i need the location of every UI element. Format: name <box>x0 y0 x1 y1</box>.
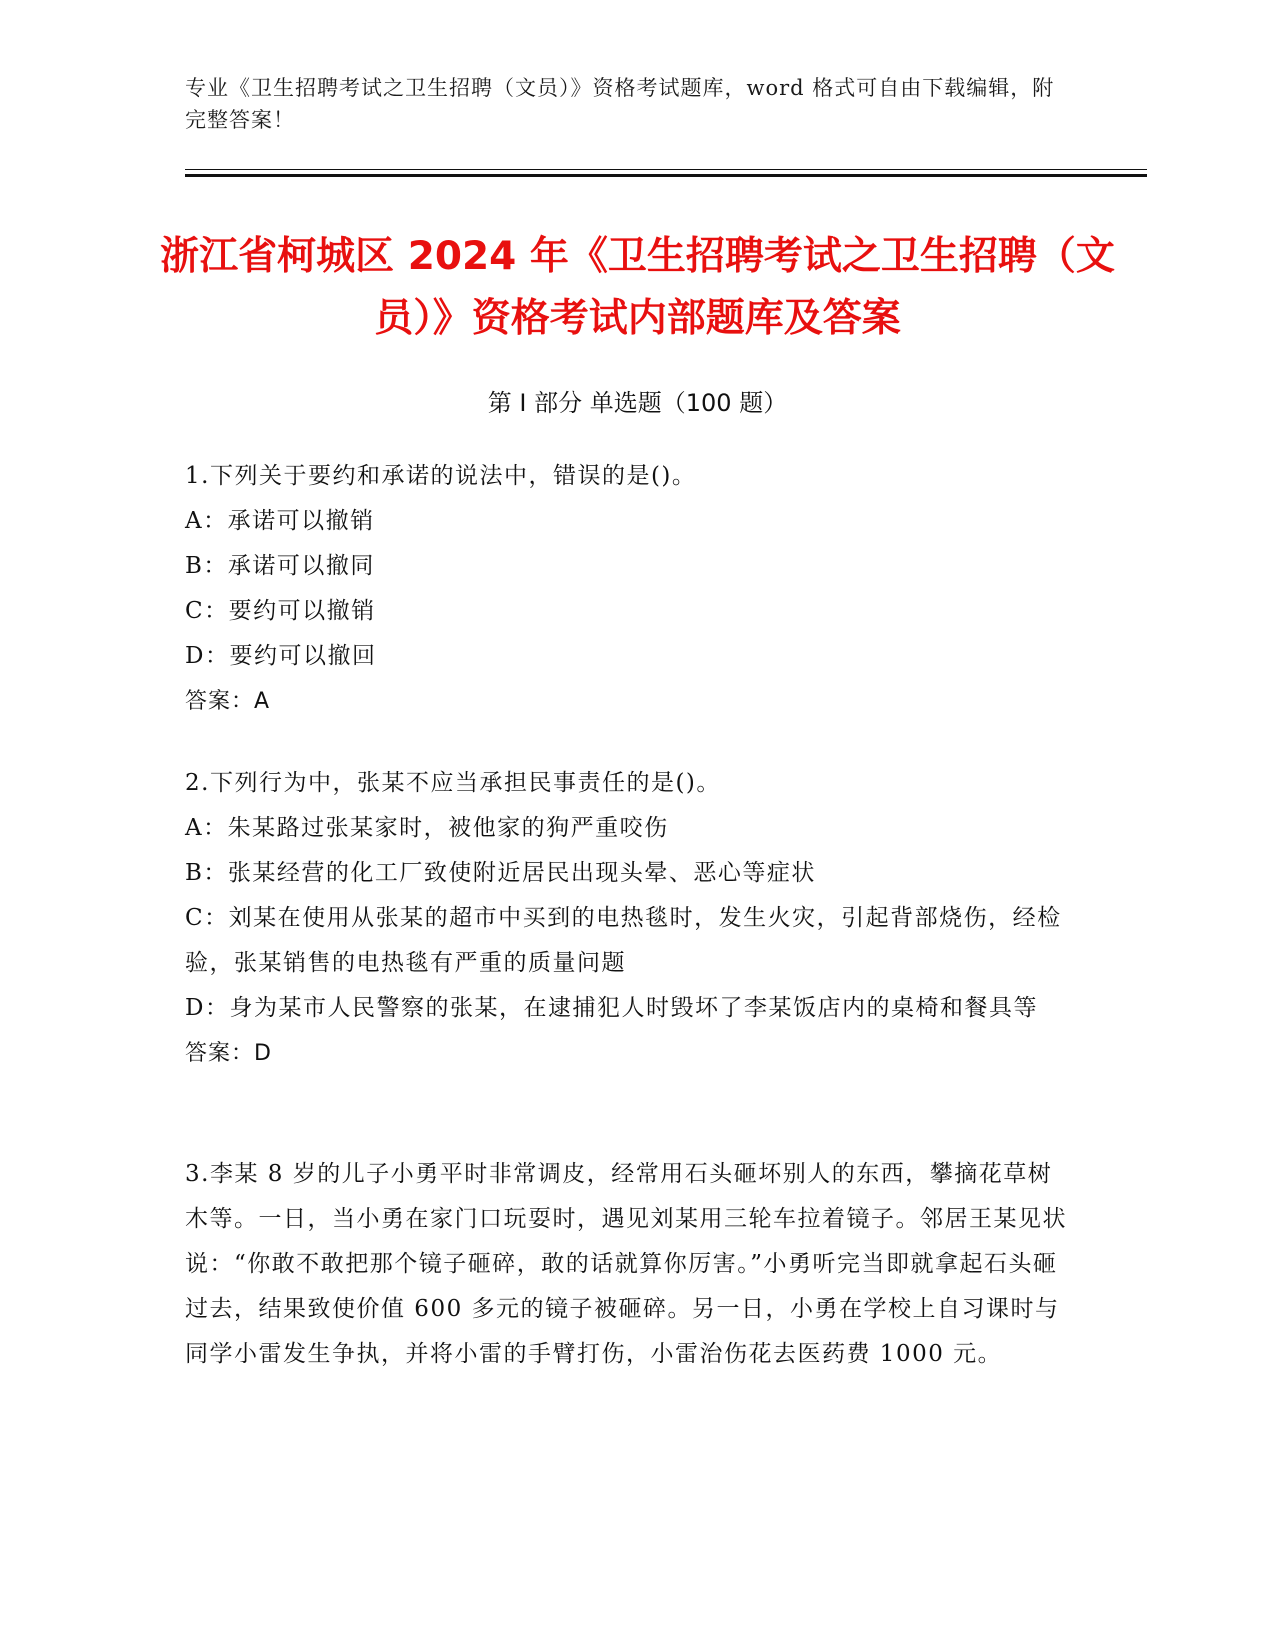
header-note: 专业《卫生招聘考试之卫生招聘（文员）》资格考试题库，word 格式可自由下载编辑，附完整答案！ <box>185 76 1055 132</box>
document-title: 浙江省柯城区 2024 年《卫生招聘考试之卫生招聘（文员）》资格考试内部题库及答案 <box>160 234 1115 341</box>
option-b: B：承诺可以撤同 <box>185 553 375 579</box>
question-stem: 2.下列行为中，张某不应当承担民事责任的是()。 <box>185 770 721 796</box>
question-2 <box>185 761 1075 1076</box>
question-stem: 3.李某 8 岁的儿子小勇平时非常调皮，经常用石头砸坏别人的东西，攀摘花草树木等。一日，当小勇在家门口玩耍时，遇见刘某用三轮车拉着镜子。邻居王某见状说：“你敢不敢把那个镜子砸碎，敢的话就算你厉害。”小勇听完当即就拿起石头砸过去，结果致使价值 600 多元的镜子被砸碎。另一日，小勇在学校上自习课时与同学小雷发生争执，并将小雷的手臂打伤，小雷治伤花去医药费 1000 元。 <box>185 1161 1067 1367</box>
answer-line: 答案：D <box>185 1041 272 1066</box>
question-1 <box>185 454 1075 724</box>
section-heading: 第 I 部分 单选题（100 题） <box>487 389 788 417</box>
option-c: C：刘某在使用从张某的超市中买到的电热毯时，发生火灾，引起背部烧伤，经检验，张某销售的电热毯有严重的质量问题 <box>185 905 1062 976</box>
option-a: A：朱某路过张某家时，被他家的狗严重咬伤 <box>185 815 669 841</box>
header-divider-thin <box>185 169 1147 170</box>
question-stem: 1.下列关于要约和承诺的说法中，错误的是()。 <box>185 463 697 489</box>
option-a: A：承诺可以撤销 <box>185 508 375 534</box>
option-d: D：要约可以撤回 <box>185 643 377 669</box>
option-d: D：身为某市人民警察的张某，在逮捕犯人时毁坏了李某饭店内的桌椅和餐具等 <box>185 995 1038 1021</box>
option-c: C：要约可以撤销 <box>185 598 376 624</box>
answer-line: 答案：A <box>185 689 271 714</box>
question-3 <box>185 1152 1075 1377</box>
header-divider-thick <box>185 174 1147 177</box>
option-b: B：张某经营的化工厂致使附近居民出现头晕、恶心等症状 <box>185 860 816 886</box>
